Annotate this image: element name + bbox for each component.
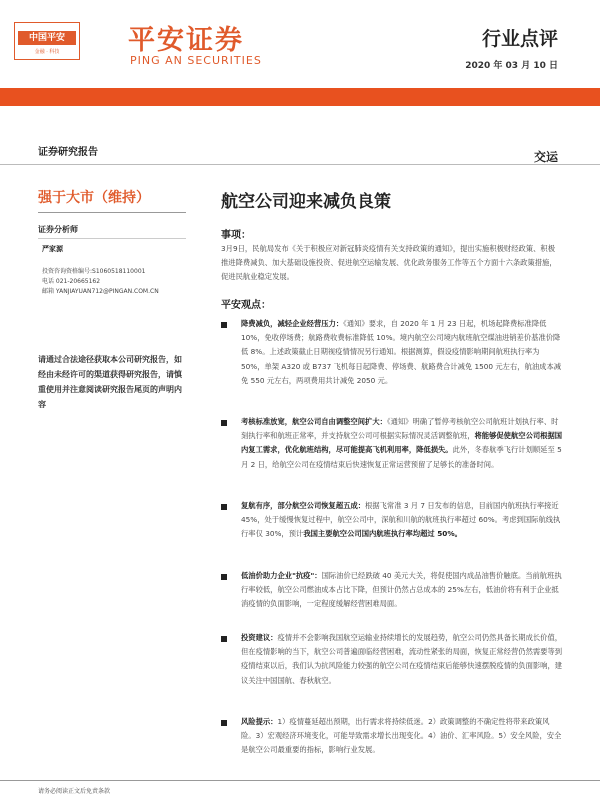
event-heading: 事项： (221, 230, 251, 241)
bullet-lead: 降费减负，减轻企业经营压力： (241, 319, 344, 328)
section-label: 证券研究报告 (38, 147, 98, 158)
analyst-name: 严家源 (42, 245, 63, 253)
view-heading: 平安观点： (221, 300, 271, 311)
analyst-section-title: 证券分析师 (38, 225, 78, 234)
bullet-marker (221, 322, 227, 328)
analyst-divider (38, 238, 186, 239)
industry-rating: 强于大市（维持） (38, 190, 150, 206)
bullet-lead: 风险提示： (241, 717, 278, 726)
bullet-emphasis: 将能够促使航空公司根据国内复工需求，优化航班结构，尽可能提高飞机利用率，降低损失。 (241, 431, 563, 455)
article-title: 航空公司迎来减负良策 (221, 192, 391, 212)
bullet-body: 《通知》明确了暂停考核航空公司航班计划执行率、时刻执行率和航班正常率，并支持航空公司可根据实际情况灵活调整航班， (241, 417, 559, 441)
bullet-investment-advice (241, 631, 563, 688)
bullet-flight-recovery (241, 499, 563, 542)
bullet-lead: 低油价助力企业"抗疫"： (241, 571, 322, 580)
bullet-body: 《通知》要求，自 2020 年 1 月 23 日起，机场起降费标准降低 10%，免收停场费；航路费收费标准降低 10%。境内航空公司境内航班航空煤油进销差价基准价降低 8%。上述政策截止日期视疫情情况另行通知。根据测算，假设疫情影响期间航班执行率为 50%，单架 A320 或 B737 飞机每日起降费、停场费、航路费合计减免 1500 元左右，航油成本减免 550 元左右，两项费用共计减免 2050 元。 (241, 319, 562, 385)
header-color-bar (0, 88, 600, 106)
bullet-marker (221, 504, 227, 510)
analyst-license: 投资咨询资格编号:S1060518110001 (42, 268, 146, 275)
bullet-assessment-relaxed (241, 415, 563, 472)
report-type: 行业点评 (481, 28, 558, 50)
bullet-body-continued: 此外，冬春航季飞行计划顺延至 5 月 2 日，给航空公司在疫情结束后快速恢复正常运营预留了足够长的准备时间。 (241, 445, 562, 469)
bullet-low-oil-price (241, 569, 563, 612)
event-paragraph: 3月9日，民航局发布《关于积极应对新冠肺炎疫情有关支持政策的通知》，提出实施积极财经政策、积极推进降费减负、加大基础设施投资、促进航空运输发展、优化政务服务工作等五个方面十六条政策措施，促进民航业稳定发展。 (221, 244, 557, 282)
analyst-email: 邮箱 YANJIAYUAN712@PINGAN.COM.CN (42, 288, 159, 295)
bullet-marker (221, 720, 227, 726)
bullet-lead: 复航有序，部分航空公司恢复超五成： (241, 501, 366, 510)
footer-disclaimer: 请务必阅读正文后免责条款 (38, 788, 111, 795)
analyst-phone: 电话 021-20665162 (42, 278, 101, 285)
bullet-marker (221, 636, 227, 642)
report-date: 2020 年 03 月 10 日 (465, 61, 558, 71)
pingan-group-logo (14, 22, 80, 60)
bullet-body: 国际油价已经跌破 40 美元大关，将促使国内成品油售价触底。当前航班执行率较低，航空公司燃油成本占比下降，但预计仍然占总成本的 25%左右，低油价将有利于企业抵消疫情的负面影响，一定程度缓解经营困难局面。 (241, 571, 562, 609)
header-divider (0, 164, 600, 165)
bullet-marker (221, 574, 227, 580)
bullet-marker (221, 420, 227, 426)
rating-divider (38, 212, 186, 213)
brand-name-cn: 平安证券 (128, 25, 244, 56)
brand-name-en: PING AN SECURITIES (130, 54, 262, 67)
bullet-emphasis: 我国主要航空公司国内航班执行率均超过 50%。 (303, 529, 462, 539)
bullet-fee-reduction (241, 317, 563, 388)
logo-box-sub: 金融 · 科技 (34, 49, 60, 55)
footer-divider (0, 780, 600, 781)
legal-disclaimer: 请通过合法途径获取本公司研究报告，如经由未经许可的渠道获得研究报告，请慎重使用并注意阅读研究报告尾页的声明内容 (38, 355, 182, 409)
bullet-body: 根据飞常准 3 月 7 日发布的信息，目前国内航班执行率接近 45%，处于缓慢恢复过程中，航空公司中，深航和川航的航班执行率超过 60%。考虑到国际航线执行率仅 30%，预计 (241, 501, 561, 539)
logo-box-title: 中国平安 (18, 31, 76, 45)
bullet-lead: 考核标准放宽，航空公司自由调整空间扩大： (241, 417, 387, 426)
industry-label: 交运 (533, 150, 558, 164)
bullet-risk-warning (241, 715, 563, 758)
bullet-body: 1）疫情蔓延超出预期，出行需求将持续低迷。2）政策调整的不确定性将带来政策风险。3）宏观经济环境变化，可能导致需求增长出现变化。4）油价、汇率风险。5）安全风险，安全是航空公司最重要的指标，影响行业发展。 (241, 717, 562, 755)
bullet-body: 疫情并不会影响我国航空运输业持续增长的发展趋势，航空公司仍然具备长期成长价值，但在疫情影响的当下，航空公司普遍面临经营困难，流动性紧张的局面，恢复正常经营仍然需要等到疫情结束以后，我们认为抗风险能力较强的航空公司在疫情结束后能够快速摆脱疫情的负面影响，建议关注中国国航、春秋航空。 (241, 633, 563, 685)
bullet-lead: 投资建议： (241, 633, 278, 642)
